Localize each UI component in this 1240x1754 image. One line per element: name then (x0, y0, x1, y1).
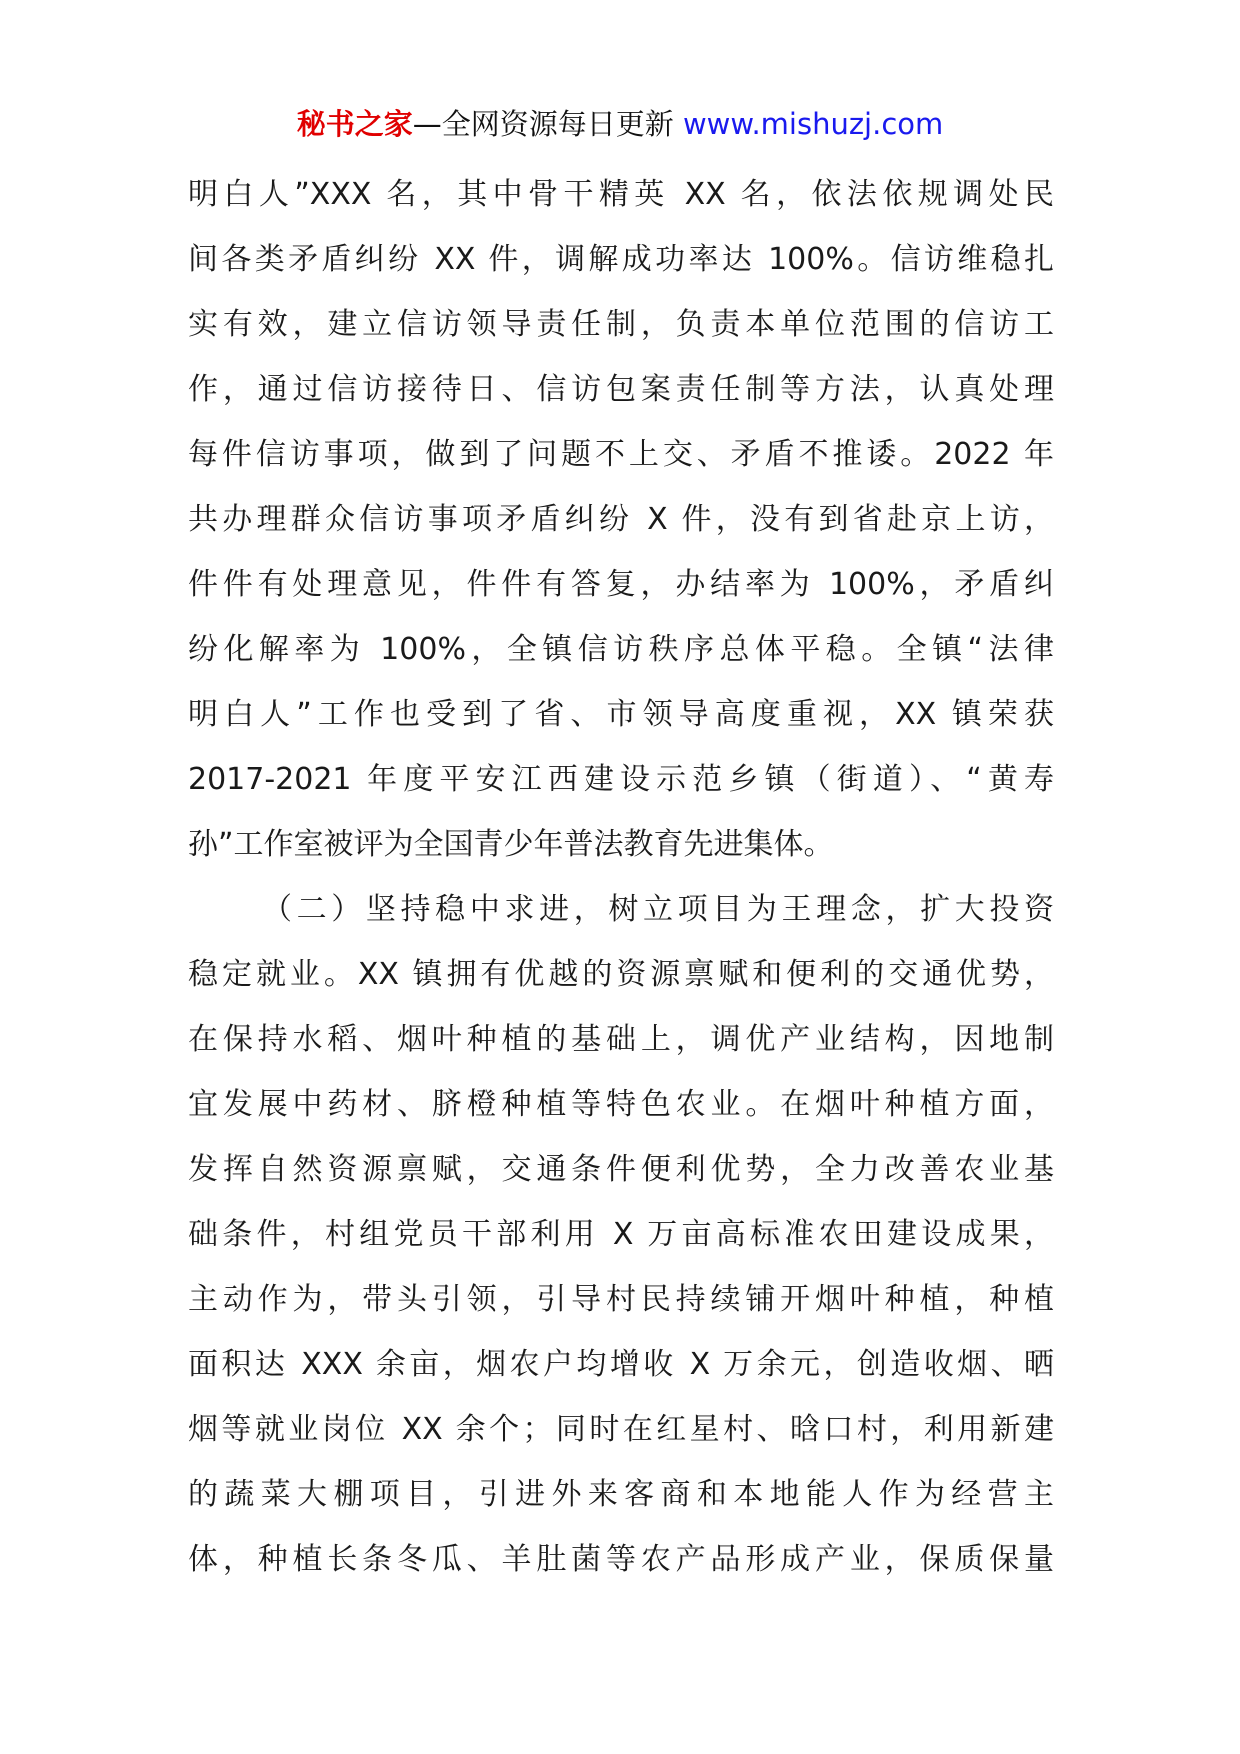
text-line: 在保持水稻、烟叶种植的基础上，调优产业结构，因地制 (188, 1022, 1054, 1057)
text-line: 每件信访事项，做到了问题不上交、矛盾不推诿。2022 年 (188, 437, 1054, 472)
text-line: 主动作为，带头引领，引导村民持续铺开烟叶种植，种植 (188, 1282, 1054, 1317)
text-line: 明白人”工作也受到了省、市领导高度重视，XX 镇荣获 (188, 697, 1054, 732)
text-line: 实有效，建立信访领导责任制，负责本单位范围的信访工 (188, 307, 1054, 342)
text-line: 2017-2021 年度平安江西建设示范乡镇（街道）、“黄寿 (188, 762, 1054, 797)
paragraph-2 (188, 877, 1054, 1592)
site-url-link[interactable]: www.mishuzj.com (682, 107, 944, 141)
brand-name: 秘书之家 (296, 107, 413, 141)
site-header (0, 104, 1240, 144)
text-line: 体，种植长条冬瓜、羊肚菌等农产品形成产业，保质保量 (188, 1542, 1054, 1577)
text-line: 面积达 XXX 余亩，烟农户均增收 X 万余元，创造收烟、晒 (188, 1347, 1054, 1382)
text-line: 件件有处理意见，件件有答复，办结率为 100%，矛盾纠 (188, 567, 1054, 602)
text-line: 烟等就业岗位 XX 余个；同时在红星村、晗口村，利用新建 (188, 1412, 1054, 1447)
header-tagline: —全网资源每日更新 (412, 107, 674, 141)
text-line: 础条件，村组党员干部利用 X 万亩高标准农田建设成果， (188, 1217, 1054, 1252)
section-heading-line: （二）坚持稳中求进，树立项目为王理念，扩大投资 (262, 892, 1054, 927)
text-line: 的蔬菜大棚项目，引进外来客商和本地能人作为经营主 (188, 1477, 1054, 1512)
text-line: 纷化解率为 100%，全镇信访秩序总体平稳。全镇“法律 (188, 632, 1054, 667)
text-line: 明白人”XXX 名，其中骨干精英 XX 名，依法依规调处民 (188, 177, 1054, 212)
text-line: 发挥自然资源禀赋，交通条件便利优势，全力改善农业基 (188, 1152, 1054, 1187)
text-line: 稳定就业。XX 镇拥有优越的资源禀赋和便利的交通优势， (188, 957, 1054, 992)
text-line: 作，通过信访接待日、信访包案责任制等方法，认真处理 (188, 372, 1054, 407)
text-line: 共办理群众信访事项矛盾纠纷 X 件，没有到省赴京上访， (188, 502, 1054, 537)
text-line: 间各类矛盾纠纷 XX 件，调解成功率达 100%。信访维稳扎 (188, 242, 1054, 277)
paragraph-1 (188, 162, 1054, 877)
text-line: 孙”工作室被评为全国青少年普法教育先进集体。 (188, 827, 834, 862)
text-line: 宜发展中药材、脐橙种植等特色农业。在烟叶种植方面， (188, 1087, 1054, 1122)
document-body (188, 162, 1054, 1592)
